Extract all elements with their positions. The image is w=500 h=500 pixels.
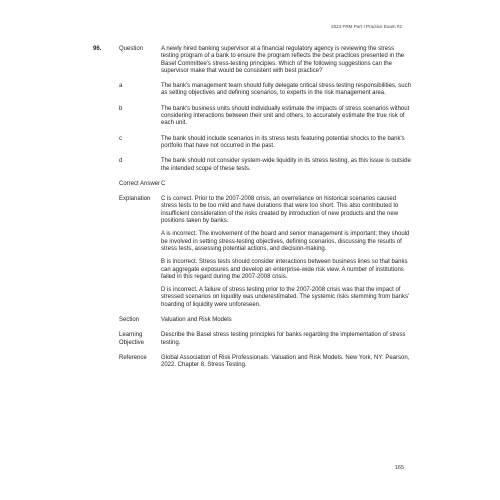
option-a-row (93, 83, 413, 98)
question-block (93, 46, 413, 378)
question-row (93, 46, 413, 75)
option-d-label: d (119, 158, 123, 165)
option-d-row (93, 158, 413, 173)
explanation-row (93, 196, 413, 309)
question-label: Question (119, 46, 144, 52)
option-a-text: The bank's management team should fully delegate critical stress testing responsibilities, such as setting objectives and defining scenarios, to experts in the risk management area. (161, 83, 411, 97)
section-value: Valuation and Risk Models (161, 317, 232, 324)
explanation-paragraph: B is incorrect. Stress tests should consider interactions between business lines so that banks can aggregate exposures and develop an enterprise-wide risk view. A number of institutions failed in this regard during the 2007-2008 crisis. (161, 259, 408, 280)
learning-objective-row (93, 332, 413, 347)
correct-answer-row (93, 181, 413, 188)
option-c-label: c (119, 135, 122, 142)
section-label: Section (119, 317, 140, 324)
question-number: 96. (93, 46, 102, 52)
option-c-text: The bank should include scenarios in its stress tests featuring potential shocks to the bank's portfolio that have not occurred in the past. (161, 135, 405, 149)
option-b-row (93, 106, 413, 128)
page-number: 165 (394, 465, 404, 471)
correct-answer-label: Correct Answer (119, 180, 161, 187)
option-b-label: b (119, 105, 123, 112)
section-row (93, 317, 413, 324)
reference-label: Reference (119, 354, 147, 361)
option-b-text: The bank's business units should individually estimate the impacts of stress scenarios without considering interactions between their unit and others, to accurately estimate the true risk of each unit. (161, 105, 410, 127)
explanation-paragraph: C is correct. Prior to the 2007-2008 crisis, an overreliance on historical scenarios caused stress tests to be too mild and have durations that were too short. This also contributed to insufficient consideration of the risks created by introduction of new products and the new positions taken by banks. (161, 196, 399, 225)
learning-objective-value: Describe the Basel stress testing principles for banks regarding the implementation of stress testing. (161, 332, 406, 346)
learning-objective-label: Learning Objective (119, 332, 145, 346)
option-a-label: a (119, 83, 123, 90)
reference-row (93, 355, 413, 370)
option-c-row (93, 136, 413, 151)
page-header: 2023 FRM Part I Practice Exam #2 (331, 24, 402, 29)
reference-value: Global Association of Risk Professionals. Valuation and Risk Models. New York, NY: Pearson, 2022. Chapter 8. Stress Testing. (161, 354, 410, 369)
explanation-paragraph: A is incorrect. The involvement of the board and senior management is important; they should be involved in setting stress-testing objectives, defining scenarios, discussing the results of stress tests, assessing potential actions, and decision-making. (161, 231, 410, 252)
option-d-text: The bank should not consider system-wide liquidity in its stress testing, as this issue is outside the intended scope of these tests. (161, 158, 411, 172)
question-text: A newly hired banking supervisor at a financial regulatory agency is reviewing the stress testing program of a bank to ensure the program reflects the best practices presented in the Basel Committee's stress-testing principles. Which of the following suggestions can the supervisor make that would be consistent with best practice? (161, 46, 405, 74)
explanation-paragraph: D is incorrect. A failure of stress testing prior to the 2007-2008 crisis was that the impact of stressed scenarios on liquidity was underestimated. The systemic risks stemming from banks' hoarding of liquidity were unforeseen. (161, 287, 410, 308)
correct-answer-value: C (161, 180, 166, 187)
explanation-text (161, 196, 413, 309)
explanation-label: Explanation (119, 196, 151, 203)
